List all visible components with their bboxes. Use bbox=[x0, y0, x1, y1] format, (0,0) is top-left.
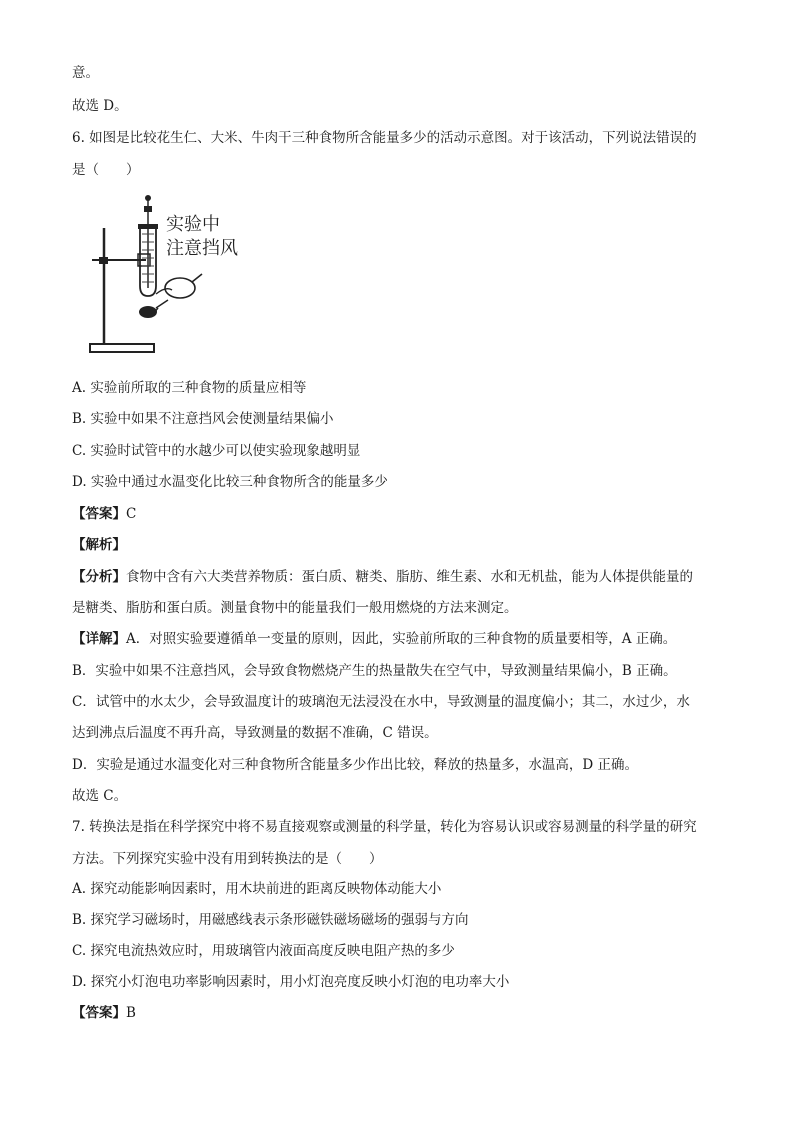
answer-tag: 【答案】 bbox=[72, 1005, 126, 1021]
xiangjie-tag: 【详解】 bbox=[72, 631, 126, 647]
text-line: C．试管中的水太少，会导致温度计的玻璃泡无法浸没在水中，导致测量的温度偏小；其二，水过少，水 bbox=[72, 694, 690, 710]
experiment-figure bbox=[84, 194, 254, 359]
figure-label: 注意挡风 bbox=[166, 238, 238, 259]
text-line: 达到沸点后温度不再升高，导致测量的数据不准确，C 错误。 bbox=[72, 725, 438, 741]
text-line: 故选 D。 bbox=[72, 98, 128, 114]
option-b: B. 实验中如果不注意挡风会使测量结果偏小 bbox=[72, 411, 334, 427]
analysis-tag: 【解析】 bbox=[72, 537, 126, 553]
answer-tag: 【答案】 bbox=[72, 506, 126, 522]
figure-label: 实验中 bbox=[166, 214, 220, 235]
answer-line bbox=[72, 505, 136, 523]
text-line: D．实验是通过水温变化对三种食物所含能量多少作出比较，释放的热量多，水温高，D 正确。 bbox=[72, 757, 638, 773]
fenxi-line bbox=[72, 568, 693, 586]
text-line: 意。 bbox=[72, 65, 99, 81]
option-c: C. 实验时试管中的水越少可以使实验现象越明显 bbox=[72, 443, 361, 459]
question-6-stem-cont: 是（ ） bbox=[72, 162, 140, 178]
answer-value: B bbox=[126, 1005, 136, 1021]
xiangjie-line bbox=[72, 630, 676, 648]
question-7-stem-cont: 方法。下列探究实验中没有用到转换法的是（ ） bbox=[72, 851, 383, 867]
fenxi-text: 食物中含有六大类营养物质：蛋白质、糖类、脂肪、维生素、水和无机盐，能为人体提供能量的 bbox=[126, 569, 693, 585]
text-line: 故选 C。 bbox=[72, 788, 128, 804]
fenxi-tag: 【分析】 bbox=[72, 569, 126, 585]
option-b: B. 探究学习磁场时，用磁感线表示条形磁铁磁场磁场的强弱与方向 bbox=[72, 912, 469, 928]
text-line: B．实验中如果不注意挡风，会导致食物燃烧产生的热量散失在空气中，导致测量结果偏小，B 正确。 bbox=[72, 663, 677, 679]
question-6-stem: 6. 如图是比较花生仁、大米、牛肉干三种食物所含能量多少的活动示意图。对于该活动，下列说法错误的 bbox=[72, 130, 697, 146]
option-d: D. 实验中通过水温变化比较三种食物所含的能量多少 bbox=[72, 474, 388, 490]
option-d: D. 探究小灯泡电功率影响因素时，用小灯泡亮度反映小灯泡的电功率大小 bbox=[72, 974, 510, 990]
answer-value: C bbox=[126, 506, 137, 522]
question-7-stem: 7. 转换法是指在科学探究中将不易直接观察或测量的科学量，转化为容易认识或容易测量的科学量的研究 bbox=[72, 819, 697, 835]
option-c: C. 探究电流热效应时，用玻璃管内液面高度反映电阻产热的多少 bbox=[72, 943, 455, 959]
answer-line bbox=[72, 1004, 136, 1022]
iron-stand-test-tube-diagram bbox=[84, 194, 254, 359]
option-a: A. 实验前所取的三种食物的质量应相等 bbox=[72, 380, 307, 396]
option-a: A. 探究动能影响因素时，用木块前进的距离反映物体动能大小 bbox=[72, 881, 442, 897]
text-line: 是糖类、脂肪和蛋白质。测量食物中的能量我们一般用燃烧的方法来测定。 bbox=[72, 600, 518, 616]
xiangjie-text: A．对照实验要遵循单一变量的原则，因此，实验前所取的三种食物的质量要相等，A 正确。 bbox=[126, 631, 677, 647]
